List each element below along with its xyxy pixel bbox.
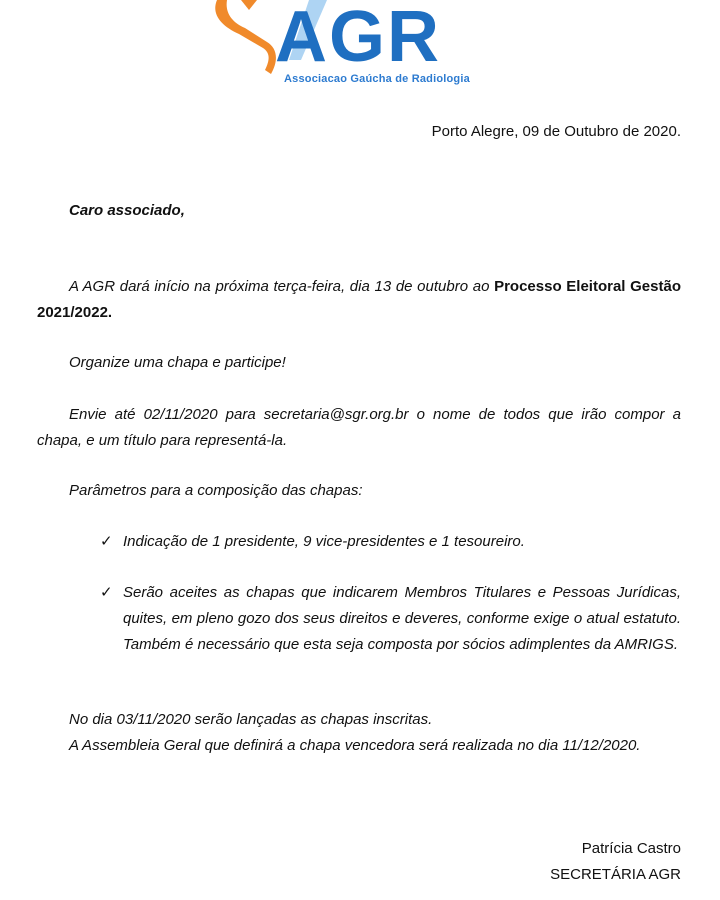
signature-role: SECRETÁRIA AGR <box>550 866 681 883</box>
params-heading: Parâmetros para a composição das chapas: <box>69 482 363 499</box>
list-item: Indicação de 1 presidente, 9 vice-presidentes e 1 tesoureiro. <box>123 533 525 550</box>
agr-logo <box>205 0 505 95</box>
send-paragraph: Envie até 02/11/2020 para secretaria@sgr.org.br o nome de todos que irão compor a chapa, e um título para representá-la. <box>37 406 681 449</box>
logo-subtitle: Associacao Gaúcha de Radiologia <box>284 73 470 85</box>
place-date: Porto Alegre, 09 de Outubro de 2020. <box>431 123 681 140</box>
intro-text: A AGR dará início na próxima terça-feira, dia 13 de outubro ao <box>69 278 495 295</box>
intro-bold-text: Processo Eleitoral Gestão 2021/2022. <box>37 278 681 321</box>
list-item: Serão aceites as chapas que indicarem Membros Titulares e Pessoas Jurídicas, quites, em pleno gozo dos seus direitos e deveres, conforme exige o atual estatuto. Também é necessário que esta seja composta por sócios adimplentes da AMRIGS. <box>123 584 681 653</box>
organize-paragraph: Organize uma chapa e participe! <box>69 354 286 371</box>
logo-wordmark: AGR <box>275 0 441 77</box>
intro-paragraph <box>37 274 681 326</box>
assembly-paragraph: A Assembleia Geral que definirá a chapa vencedora será realizada no dia 11/12/2020. <box>69 737 641 754</box>
signature-name: Patrícia Castro <box>581 840 681 857</box>
launch-paragraph: No dia 03/11/2020 serão lançadas as chapas inscritas. <box>69 711 433 728</box>
checkmark-icon: ✓ <box>100 533 113 550</box>
checkmark-icon: ✓ <box>100 584 113 601</box>
salutation: Caro associado, <box>69 202 185 219</box>
